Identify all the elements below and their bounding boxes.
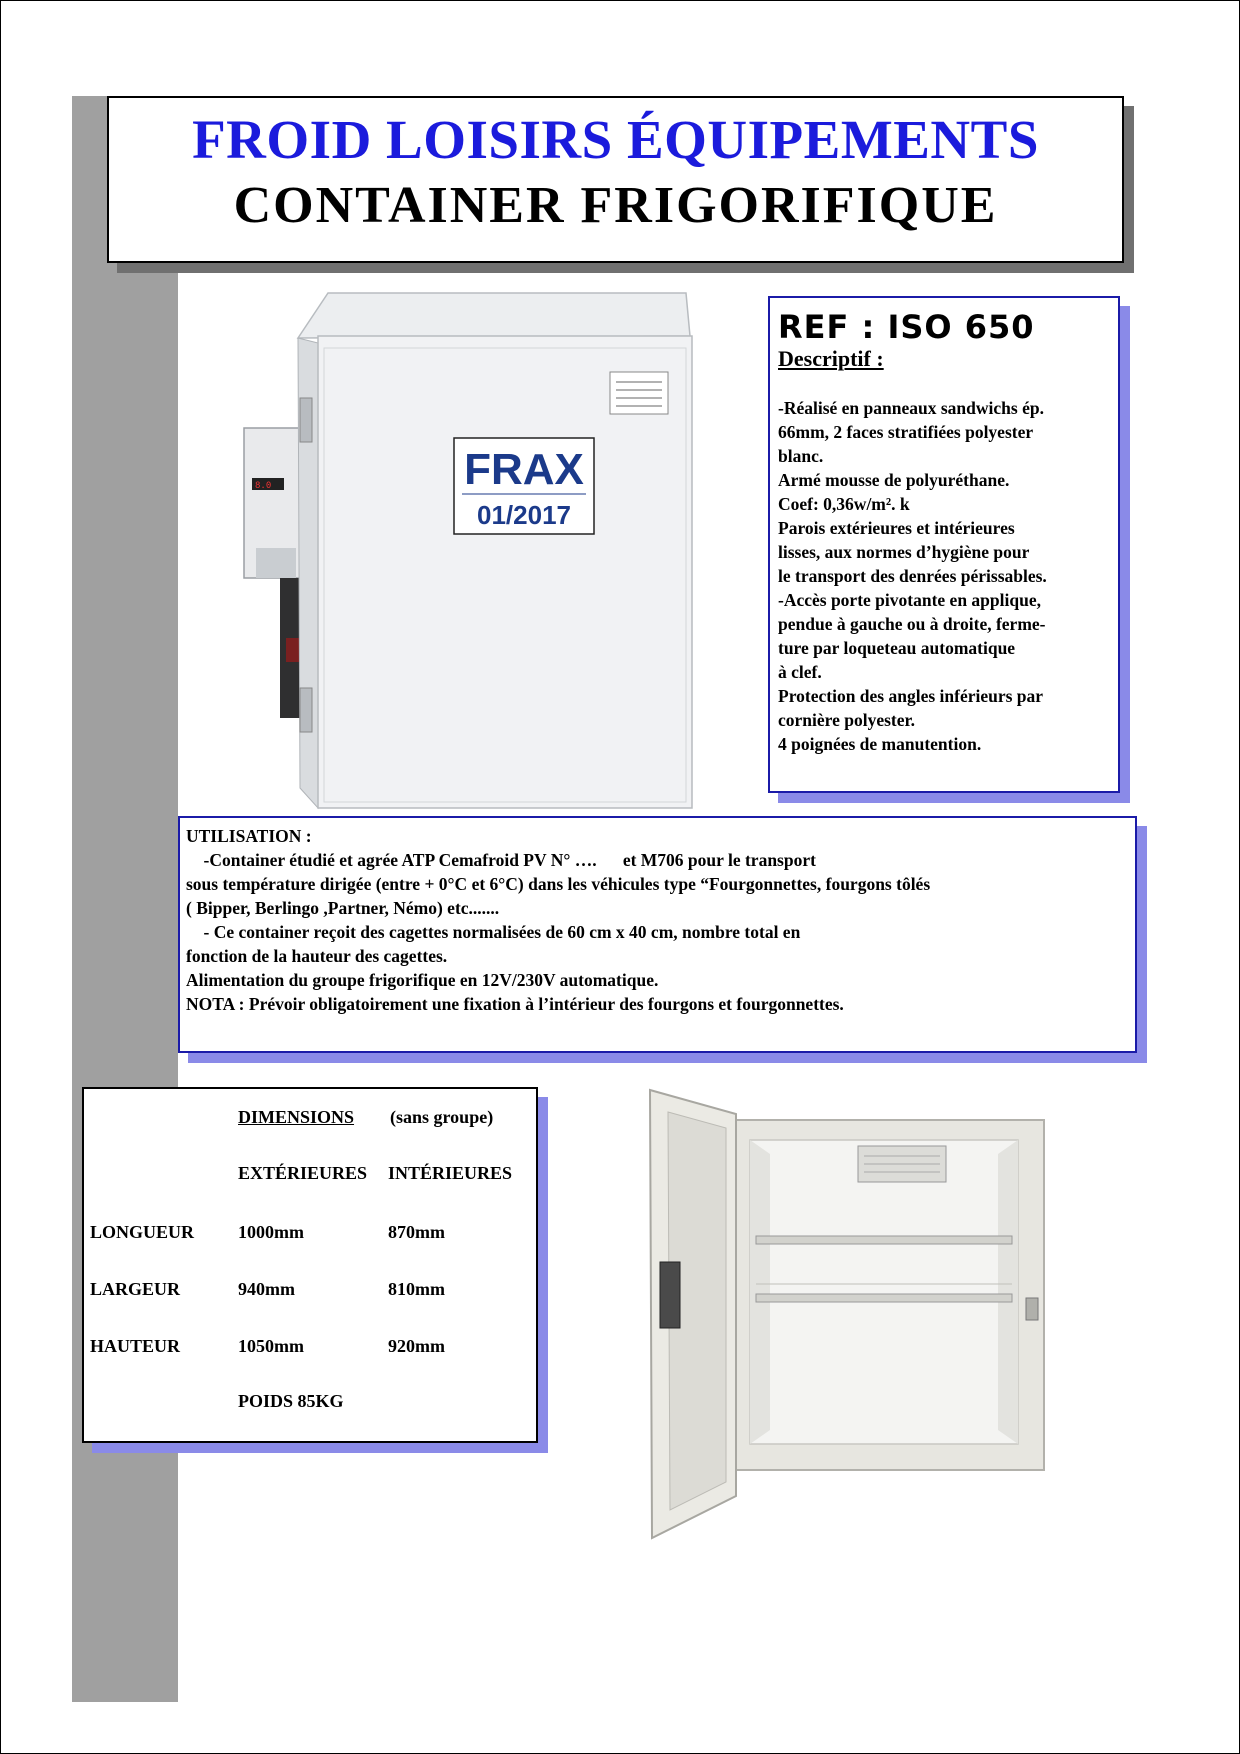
row-ext-longueur: 1000mm [238, 1222, 304, 1242]
row-int-hauteur: 920mm [388, 1336, 445, 1356]
description-line: -Réalisé en panneaux sandwichs ép. [778, 398, 1044, 418]
container-open-photo [646, 1086, 1052, 1544]
door-handle [660, 1262, 680, 1328]
product-title: CONTAINER FRIGORIFIQUE [233, 177, 998, 234]
utilisation-line: Alimentation du groupe frigorifique en 12V/230V automatique. [186, 970, 659, 990]
sticker-date: 01/2017 [477, 500, 571, 530]
hinge-top [300, 398, 312, 442]
dimensions-note: (sans groupe) [390, 1107, 494, 1127]
row-ext-hauteur: 1050mm [238, 1336, 304, 1356]
utilisation-heading: UTILISATION : [186, 826, 312, 846]
description-text [778, 396, 1118, 756]
dimensions-title: DIMENSIONS [238, 1107, 355, 1127]
cabinet-interior [750, 1140, 1018, 1444]
row-label-hauteur: HAUTEUR [90, 1336, 181, 1356]
data-plate [610, 372, 668, 414]
utilisation-line: fonction de la hauteur des cagettes. [186, 946, 448, 966]
utilisation-line: ( Bipper, Berlingo ,Partner, Némo) etc....... [186, 898, 500, 918]
description-line: Protection des angles inférieurs par [778, 686, 1044, 706]
display-readout: 8.0 [255, 481, 272, 491]
row-label-longueur: LONGUEUR [90, 1222, 195, 1242]
utilisation-line: -Container étudié et agrée ATP Cemafroid PV N° …. et M706 pour le transport [186, 850, 816, 870]
description-line: ture par loqueteau automatique [778, 638, 1016, 658]
description-line: à clef. [778, 662, 822, 682]
hinge-bottom [300, 688, 312, 732]
company-title: FROID LOISIRS ÉQUIPEMENTS [192, 109, 1039, 170]
sticker-brand: FRAX [464, 445, 584, 494]
description-line: Parois extérieures et intérieures [778, 518, 1015, 538]
description-line: le transport des denrées périssables. [778, 566, 1047, 586]
utilisation-line: NOTA : Prévoir obligatoirement une fixation à l’intérieur des fourgons et fourgonnettes. [186, 994, 844, 1014]
description-line: 66mm, 2 faces stratifiées polyester [778, 422, 1034, 442]
latch [1026, 1298, 1038, 1320]
reference-box [768, 296, 1120, 793]
vent-grille [256, 548, 296, 578]
utilisation-box [178, 816, 1137, 1053]
row-ext-largeur: 940mm [238, 1279, 295, 1299]
row-int-largeur: 810mm [388, 1279, 445, 1299]
description-line: 4 poignées de manutention. [778, 734, 982, 754]
container-top [298, 293, 690, 338]
description-line: lisses, aux normes d’hygiène pour [778, 542, 1030, 562]
interior-right-wall [998, 1140, 1018, 1444]
row-int-longueur: 870mm [388, 1222, 445, 1242]
col-exterieures: EXTÉRIEURES [238, 1163, 368, 1183]
row-label-largeur: LARGEUR [90, 1279, 181, 1299]
descriptif-heading: Descriptif : [778, 346, 884, 371]
description-line: cornière polyester. [778, 710, 916, 730]
col-interieures: INTÉRIEURES [388, 1163, 513, 1183]
utilisation-text [186, 824, 930, 1016]
container-front-photo [238, 288, 758, 813]
reference-title: REF : ISO 650 [778, 308, 1035, 346]
dimensions-box [82, 1087, 538, 1443]
shelf-upper [756, 1236, 1012, 1244]
description-line: Armé mousse de polyuréthane. [778, 470, 1010, 490]
shelf-lower [756, 1294, 1012, 1302]
utilisation-line: sous température dirigée (entre + 0°C et 6°C) dans les véhicules type “Fourgonnettes, fourgons tôlés [186, 874, 931, 894]
interior-left-wall [750, 1140, 770, 1444]
utilisation-line: - Ce container reçoit des cagettes normalisées de 60 cm x 40 cm, nombre total en [186, 922, 801, 942]
description-line: pendue à gauche ou à droite, ferme- [778, 614, 1046, 634]
description-line: -Accès porte pivotante en applique, [778, 590, 1041, 610]
description-line: Coef: 0,36w/m². k [778, 494, 910, 514]
header-box [107, 96, 1124, 263]
description-line: blanc. [778, 446, 824, 466]
weight: POIDS 85KG [238, 1391, 344, 1411]
gray-margin-strip [72, 96, 181, 1702]
